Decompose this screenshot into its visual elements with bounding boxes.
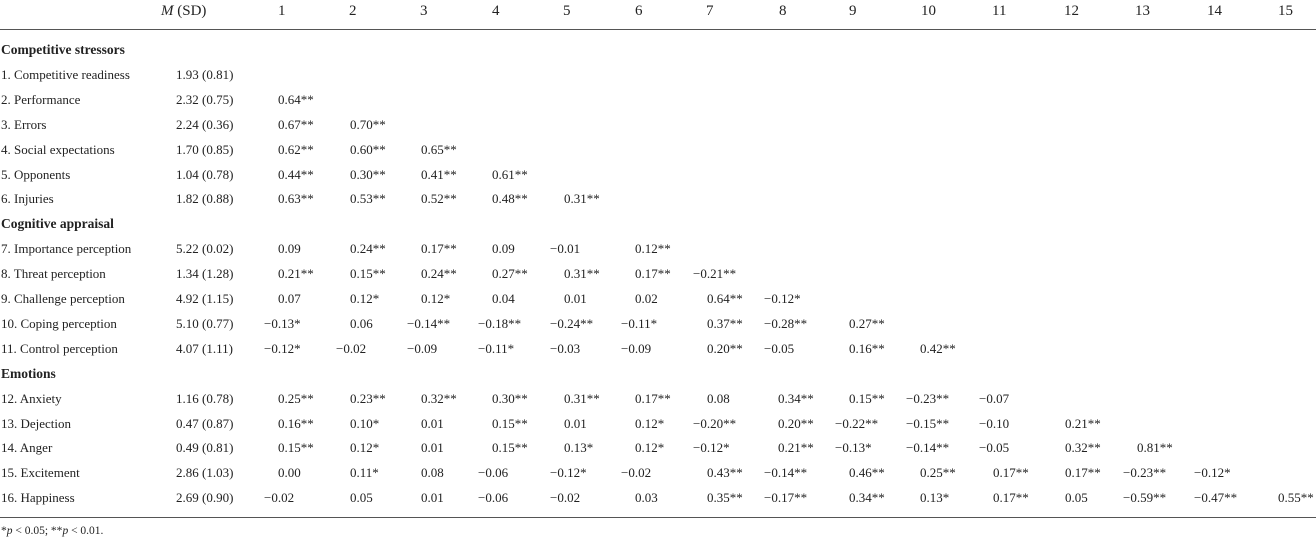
correlation-value: −0.12* <box>1194 465 1231 481</box>
header-m-italic: M <box>161 3 174 19</box>
variable-label: 15. Excitement <box>1 465 80 481</box>
correlation-value: 0.23** <box>350 390 386 406</box>
column-header: 7 <box>706 3 714 19</box>
correlation-value: 0.24** <box>421 266 457 282</box>
correlation-value: 0.09 <box>492 241 515 257</box>
table-row <box>0 336 1316 361</box>
correlation-value: 0.01 <box>564 291 587 306</box>
correlation-value: −0.06 <box>478 490 509 506</box>
correlation-value: −0.03 <box>550 340 581 356</box>
correlation-value: 0.17** <box>993 490 1029 506</box>
mean-sd-value: 5.22 (0.02) <box>176 241 234 257</box>
correlation-value: 0.12* <box>635 440 665 456</box>
correlation-value: 0.13* <box>920 490 950 506</box>
mean-sd-value: 1.16 (0.78) <box>176 390 234 406</box>
correlation-value: −0.05 <box>979 440 1010 456</box>
mean-sd-value: 2.69 (0.90) <box>176 490 234 506</box>
correlation-value: 0.52** <box>421 191 457 207</box>
header-row <box>0 0 1316 24</box>
correlation-value: 0.62** <box>278 141 314 157</box>
mean-sd-value: 1.34 (1.28) <box>176 266 234 282</box>
correlation-value: 0.15** <box>849 390 885 406</box>
correlation-value: 0.01 <box>421 490 444 506</box>
header-rule <box>0 29 1316 30</box>
column-header: 13 <box>1135 3 1150 19</box>
correlation-value: 0.34** <box>849 490 885 506</box>
column-header: 15 <box>1278 3 1293 19</box>
correlation-value: 0.24** <box>350 241 386 257</box>
variable-label: 13. Dejection <box>1 415 72 431</box>
correlation-value: 0.07 <box>278 291 301 306</box>
correlation-value: −0.02 <box>621 465 652 481</box>
column-header: 9 <box>849 3 857 19</box>
variable-label: 9. Challenge perception <box>1 291 125 306</box>
section-title: Emotions <box>1 365 56 381</box>
variable-label: 12. Anxiety <box>1 390 62 406</box>
correlation-value: 0.70** <box>350 116 386 132</box>
correlation-value: 0.17** <box>993 465 1029 481</box>
table-row <box>0 386 1316 411</box>
correlation-value: 0.17** <box>635 266 671 282</box>
mean-sd-value: 0.47 (0.87) <box>176 415 234 431</box>
correlation-value: −0.02 <box>264 490 295 506</box>
table-footnote <box>1 522 103 540</box>
mean-sd-value: 1.93 (0.81) <box>176 66 234 82</box>
correlation-value: 0.37** <box>707 315 743 331</box>
correlation-value: −0.22** <box>835 415 879 431</box>
table-row <box>0 411 1316 436</box>
correlation-value: 0.03 <box>635 490 658 506</box>
correlation-value: −0.12* <box>550 465 587 481</box>
table-row <box>0 261 1316 286</box>
correlation-value: −0.47** <box>1194 490 1238 506</box>
column-header: 8 <box>779 3 787 19</box>
correlation-value: −0.09 <box>407 340 438 356</box>
correlation-value: −0.59** <box>1123 490 1167 506</box>
correlation-value: 0.05 <box>350 490 373 506</box>
correlation-value: 0.44** <box>278 166 314 182</box>
correlation-value: 0.25** <box>278 390 314 406</box>
correlation-value: 0.61** <box>492 166 528 182</box>
variable-label: 5. Opponents <box>1 166 71 182</box>
mean-sd-value: 2.24 (0.36) <box>176 116 234 132</box>
table-row <box>0 162 1316 187</box>
correlation-value: −0.11* <box>478 340 515 356</box>
mean-sd-value: 4.92 (1.15) <box>176 291 234 306</box>
footnote-text: < 0.01. <box>68 525 104 537</box>
correlation-value: −0.05 <box>764 340 795 356</box>
correlation-value: 0.12* <box>635 415 665 431</box>
correlation-value: 0.08 <box>707 390 730 406</box>
section-title: Cognitive appraisal <box>1 216 114 232</box>
mean-sd-value: 1.04 (0.78) <box>176 166 234 182</box>
table-row <box>0 460 1316 485</box>
section-title: Competitive stressors <box>1 42 125 57</box>
correlation-value: −0.18** <box>478 315 522 331</box>
correlation-value: 0.43** <box>707 465 743 481</box>
correlation-value: 0.12** <box>635 241 671 257</box>
correlation-value: 0.35** <box>707 490 743 506</box>
mean-sd-value: 0.49 (0.81) <box>176 440 234 456</box>
variable-label: 8. Threat perception <box>1 266 106 282</box>
footnote-text: < 0.05; ** <box>12 525 63 537</box>
correlation-value: −0.14** <box>906 440 950 456</box>
correlation-value: −0.23** <box>1123 465 1167 481</box>
table-row <box>0 112 1316 137</box>
correlation-value: −0.20** <box>693 415 737 431</box>
correlation-value: 0.01 <box>421 440 444 456</box>
column-header: 11 <box>992 3 1007 19</box>
bottom-rule <box>0 517 1316 518</box>
correlation-value: 0.25** <box>920 465 956 481</box>
table-row <box>0 137 1316 162</box>
correlation-value: 0.12* <box>421 291 451 306</box>
correlation-value: 0.81** <box>1137 440 1173 456</box>
mean-sd-value: 2.86 (1.03) <box>176 465 234 481</box>
correlation-value: −0.21** <box>693 266 737 282</box>
mean-sd-value: 1.82 (0.88) <box>176 191 234 207</box>
correlation-value: 0.64** <box>278 91 314 107</box>
correlation-value: 0.32** <box>1065 440 1101 456</box>
column-header: 4 <box>492 3 500 19</box>
correlation-value: 0.63** <box>278 191 314 207</box>
correlation-value: −0.01 <box>550 241 581 257</box>
correlation-value: −0.15** <box>906 415 950 431</box>
section-heading <box>0 361 1316 386</box>
correlation-value: 0.15** <box>492 440 528 456</box>
correlation-value: 0.67** <box>278 116 314 132</box>
correlation-value: 0.01 <box>421 415 444 431</box>
table-row <box>0 236 1316 261</box>
table-row <box>0 435 1316 460</box>
footnote-p: p <box>62 525 69 537</box>
header-sd-label: (SD) <box>173 3 207 19</box>
variable-label: 16. Happiness <box>1 490 75 506</box>
correlation-value: −0.10 <box>979 415 1010 431</box>
correlation-value: 0.17** <box>1065 465 1101 481</box>
correlation-value: 0.13* <box>564 440 594 456</box>
correlation-value: 0.30** <box>350 166 386 182</box>
correlation-value: 0.60** <box>350 141 386 157</box>
correlation-value: 0.00 <box>278 465 301 481</box>
table-row <box>0 286 1316 311</box>
correlation-value: 0.05 <box>1065 490 1088 506</box>
correlation-value: 0.12* <box>350 440 380 456</box>
correlation-value: 0.10* <box>350 415 380 431</box>
correlation-value: −0.14** <box>764 465 808 481</box>
correlation-value: −0.14** <box>407 315 451 331</box>
footnote-star: * <box>1 525 7 537</box>
correlation-value: −0.28** <box>764 315 808 331</box>
column-header: 6 <box>635 3 643 19</box>
correlation-value: −0.06 <box>478 465 509 481</box>
correlation-value: 0.31** <box>564 390 600 406</box>
correlation-value: −0.02 <box>550 490 581 506</box>
correlation-value: 0.15** <box>492 415 528 431</box>
mean-sd-value: 4.07 (1.11) <box>176 340 233 356</box>
correlation-value: 0.30** <box>492 390 528 406</box>
mean-sd-value: 2.32 (0.75) <box>176 91 234 107</box>
mean-sd-value: 1.70 (0.85) <box>176 141 234 157</box>
section-heading <box>0 211 1316 236</box>
correlation-value: 0.16** <box>278 415 314 431</box>
correlation-value: 0.48** <box>492 191 528 207</box>
correlation-value: 0.17** <box>635 390 671 406</box>
table-row <box>0 87 1316 112</box>
correlation-value: 0.27** <box>492 266 528 282</box>
variable-label: 7. Importance perception <box>1 241 132 257</box>
header-m-sd <box>161 0 206 24</box>
correlation-value: 0.42** <box>920 340 956 356</box>
mean-sd-value: 5.10 (0.77) <box>176 315 234 331</box>
correlation-value: 0.41** <box>421 166 457 182</box>
correlation-value: 0.55** <box>1278 490 1314 506</box>
correlation-value: 0.27** <box>849 315 885 331</box>
correlation-value: −0.23** <box>906 390 950 406</box>
table-row <box>0 186 1316 211</box>
correlation-value: −0.09 <box>621 340 652 356</box>
table-row <box>0 62 1316 87</box>
correlation-value: 0.08 <box>421 465 444 481</box>
column-header: 3 <box>420 3 428 19</box>
correlation-value: 0.31** <box>564 191 600 207</box>
correlation-value: 0.02 <box>635 291 658 306</box>
variable-label: 11. Control perception <box>1 340 118 356</box>
column-header: 12 <box>1064 3 1079 19</box>
correlation-value: 0.09 <box>278 241 301 257</box>
correlation-value: −0.02 <box>336 340 367 356</box>
column-header: 1 <box>278 3 286 19</box>
correlation-value: 0.21** <box>778 440 814 456</box>
correlation-value: −0.13* <box>264 315 301 331</box>
column-header: 2 <box>349 3 357 19</box>
correlation-value: 0.65** <box>421 141 457 157</box>
correlation-value: 0.21** <box>278 266 314 282</box>
correlation-value: 0.53** <box>350 191 386 207</box>
correlation-value: 0.01 <box>564 415 587 431</box>
variable-label: 4. Social expectations <box>1 141 115 157</box>
correlation-value: 0.46** <box>849 465 885 481</box>
correlation-value: 0.17** <box>421 241 457 257</box>
correlation-value: −0.13* <box>835 440 872 456</box>
correlation-value: 0.15** <box>350 266 386 282</box>
table-row <box>0 311 1316 336</box>
variable-label: 2. Performance <box>1 91 81 107</box>
correlation-value: 0.16** <box>849 340 885 356</box>
correlation-value: 0.34** <box>778 390 814 406</box>
variable-label: 1. Competitive readiness <box>1 66 130 82</box>
variable-label: 10. Coping perception <box>1 315 117 331</box>
variable-label: 14. Anger <box>1 440 53 456</box>
correlation-value: 0.04 <box>492 291 515 306</box>
correlation-value: 0.64** <box>707 291 743 306</box>
footnote-p: p <box>6 525 13 537</box>
correlation-value: 0.11* <box>350 465 379 481</box>
correlation-value: 0.21** <box>1065 415 1101 431</box>
variable-label: 3. Errors <box>1 116 47 132</box>
correlation-value: −0.12* <box>264 340 301 356</box>
correlation-value: −0.17** <box>764 490 808 506</box>
column-header: 14 <box>1207 3 1222 19</box>
correlation-value: 0.31** <box>564 266 600 282</box>
correlation-value: 0.20** <box>707 340 743 356</box>
correlation-value: 0.06 <box>350 315 373 331</box>
column-header: 10 <box>921 3 936 19</box>
correlation-value: −0.24** <box>550 315 594 331</box>
section-heading <box>0 37 1316 62</box>
variable-label: 6. Injuries <box>1 191 54 207</box>
correlation-value: 0.15** <box>278 440 314 456</box>
correlation-value: 0.12* <box>350 291 380 306</box>
correlation-value: −0.07 <box>979 390 1010 406</box>
correlation-value: 0.32** <box>421 390 457 406</box>
column-header: 5 <box>563 3 571 19</box>
correlation-value: −0.12* <box>764 291 801 306</box>
correlation-value: 0.20** <box>778 415 814 431</box>
correlation-value: −0.11* <box>621 315 658 331</box>
table-row <box>0 485 1316 510</box>
correlation-value: −0.12* <box>693 440 730 456</box>
